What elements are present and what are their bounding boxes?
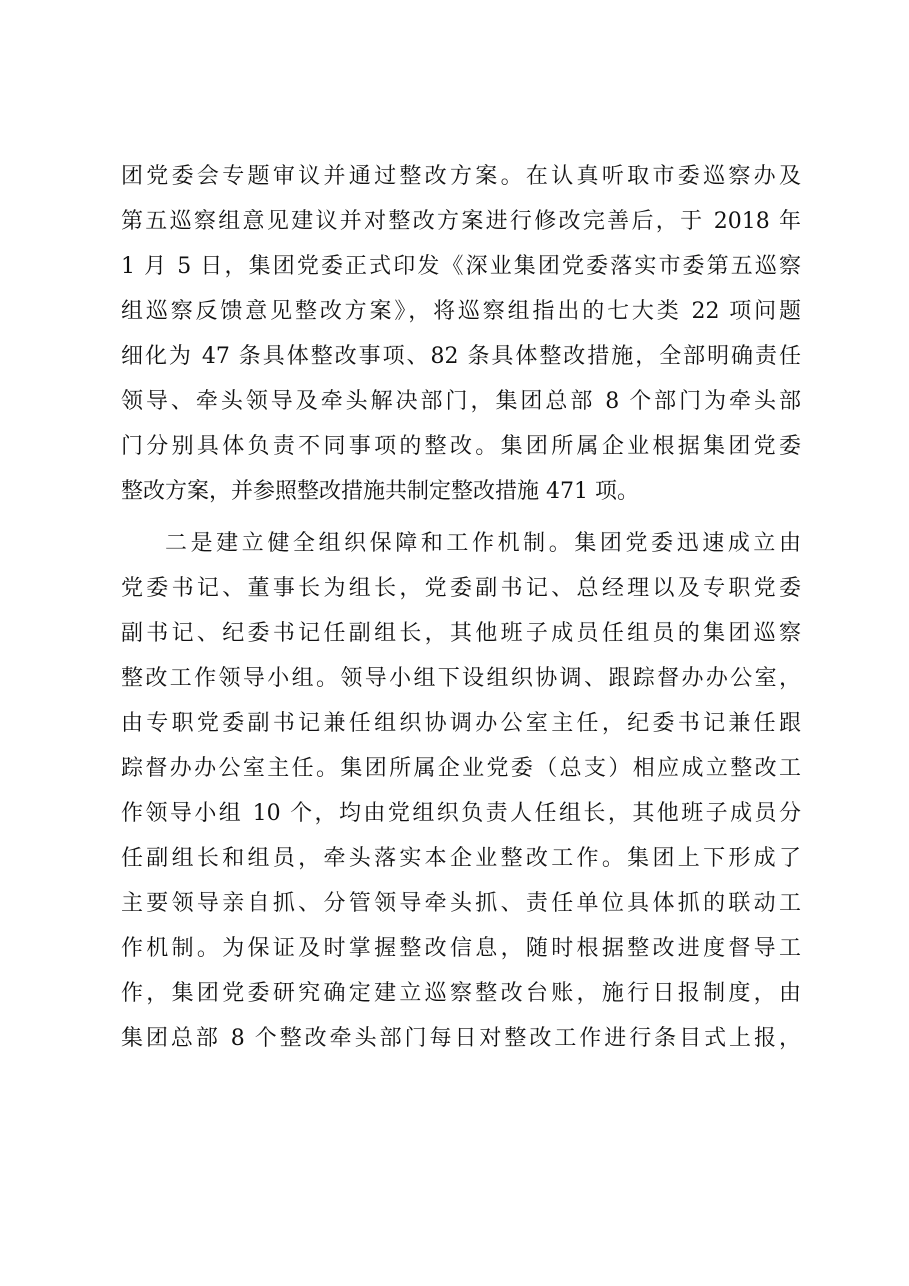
paragraph-line: 第五巡察组意见建议并对整改方案进行修改完善后，于 2018 年 <box>121 209 801 234</box>
paragraph-line: 门分别具体负责不同事项的整改。集团所属企业根据集团党委 <box>121 434 801 459</box>
paragraph-line: 踪督办办公室主任。集团所属企业党委（总支）相应成立整改工 <box>121 756 801 781</box>
paragraph-line: 作，集团党委研究确定建立巡察整改台账，施行日报制度，由 <box>121 981 801 1006</box>
paragraph-line: 由专职党委副书记兼任组织协调办公室主任，纪委书记兼任跟 <box>121 711 801 736</box>
paragraph-line: 党委书记、董事长为组长，党委副书记、总经理以及专职党委 <box>121 576 801 601</box>
paragraph-line: 作机制。为保证及时掌握整改信息，随时根据整改进度督导工 <box>121 936 801 961</box>
paragraph-line: 细化为 47 条具体整改事项、82 条具体整改措施，全部明确责任 <box>121 344 801 369</box>
paragraph-line: 主要领导亲自抓、分管领导牵头抓、责任单位具体抓的联动工 <box>121 891 801 916</box>
paragraph-line: 整改方案，并参照整改措施共制定整改措施 471 项。 <box>121 479 639 504</box>
paragraph-line: 二是建立健全组织保障和工作机制。集团党委迅速成立由 <box>165 531 801 556</box>
paragraph-line: 副书记、纪委书记任副组长，其他班子成员任组员的集团巡察 <box>121 621 801 646</box>
paragraph-line: 作领导小组 10 个，均由党组织负责人任组长，其他班子成员分 <box>121 801 801 826</box>
paragraph-line: 组巡察反馈意见整改方案》，将巡察组指出的七大类 22 项问题 <box>121 299 801 324</box>
paragraph-line: 领导、牵头领导及牵头解决部门，集团总部 8 个部门为牵头部 <box>121 389 801 414</box>
paragraph-line: 团党委会专题审议并通过整改方案。在认真听取市委巡察办及 <box>121 164 801 189</box>
paragraph-line: 整改工作领导小组。领导小组下设组织协调、跟踪督办办公室， <box>121 666 801 691</box>
paragraph-line: 任副组长和组员，牵头落实本企业整改工作。集团上下形成了 <box>121 846 801 871</box>
paragraph-line: 1 月 5 日，集团党委正式印发《深业集团党委落实市委第五巡察 <box>121 254 801 279</box>
paragraph-line: 集团总部 8 个整改牵头部门每日对整改工作进行条目式上报， <box>121 1026 801 1051</box>
